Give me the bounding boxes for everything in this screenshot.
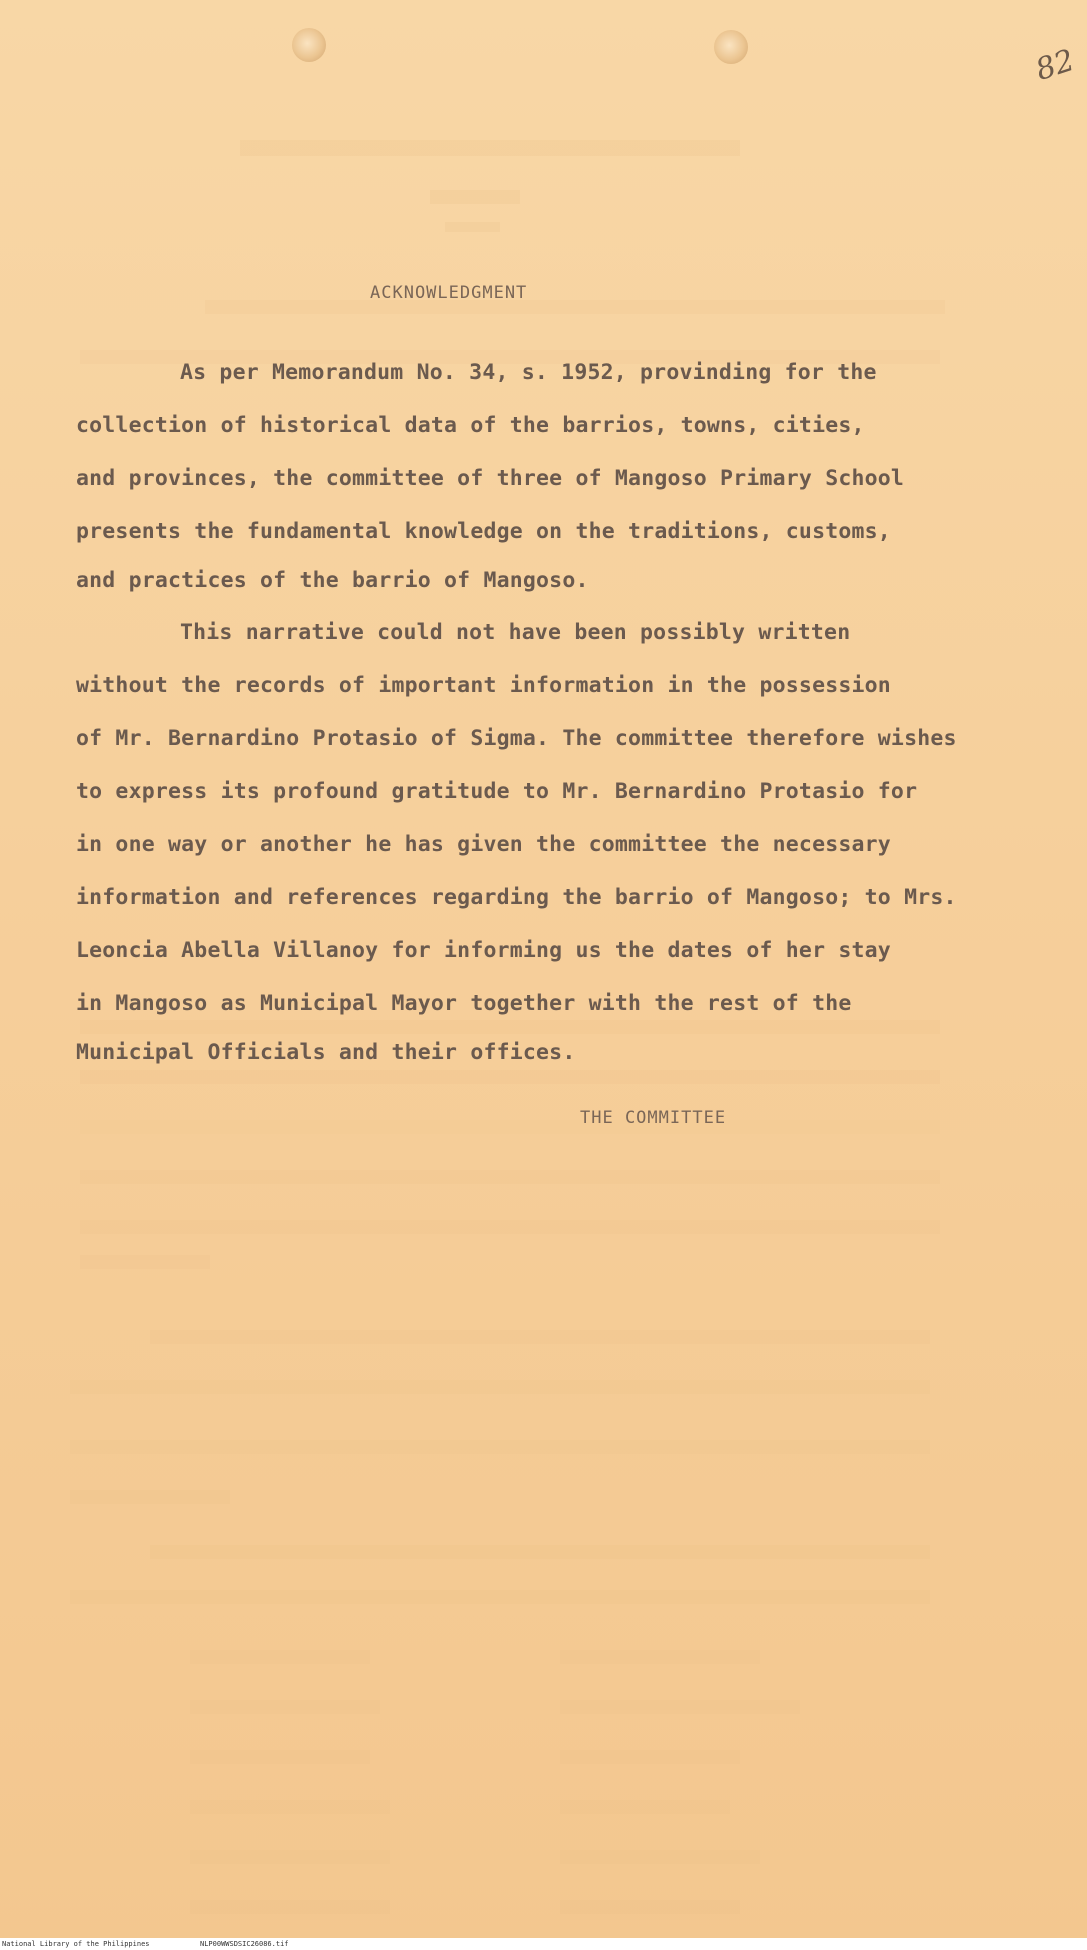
text-line: Leoncia Abella Villanoy for informing us the dates of her stay bbox=[76, 938, 891, 963]
signature-line: THE COMMITTEE bbox=[580, 1108, 727, 1128]
text-line: Municipal Officials and their offices. bbox=[76, 1040, 576, 1065]
text-line: and practices of the barrio of Mangoso. bbox=[76, 568, 589, 593]
text-line: As per Memorandum No. 34, s. 1952, provinding for the bbox=[180, 360, 877, 385]
text-line: collection of historical data of the barrios, towns, cities, bbox=[76, 413, 865, 438]
text-line: This narrative could not have been possibly written bbox=[180, 620, 851, 645]
text-line: without the records of important information in the possession bbox=[76, 673, 891, 698]
page-title: ACKNOWLEDGMENT bbox=[370, 283, 528, 303]
footer-filename: NLP00WWSDSIC26086.tif bbox=[200, 1940, 289, 1948]
text-line: in one way or another he has given the committee the necessary bbox=[76, 832, 891, 857]
text-line: of Mr. Bernardino Protasio of Sigma. The committee therefore wishes bbox=[76, 726, 957, 751]
text-line: information and references regarding the barrio of Mangoso; to Mrs. bbox=[76, 885, 957, 910]
handwritten-page-number: 82 bbox=[1031, 42, 1079, 89]
footer-library: National Library of the Philippines bbox=[2, 1940, 150, 1948]
text-line: in Mangoso as Municipal Mayor together with the rest of the bbox=[76, 991, 852, 1016]
text-line: and provinces, the committee of three of Mangoso Primary School bbox=[76, 466, 905, 491]
scan-footer bbox=[0, 1938, 1087, 1950]
text-line: presents the fundamental knowledge on the traditions, customs, bbox=[76, 519, 891, 544]
text-line: to express its profound gratitude to Mr. Bernardino Protasio for bbox=[76, 779, 918, 804]
